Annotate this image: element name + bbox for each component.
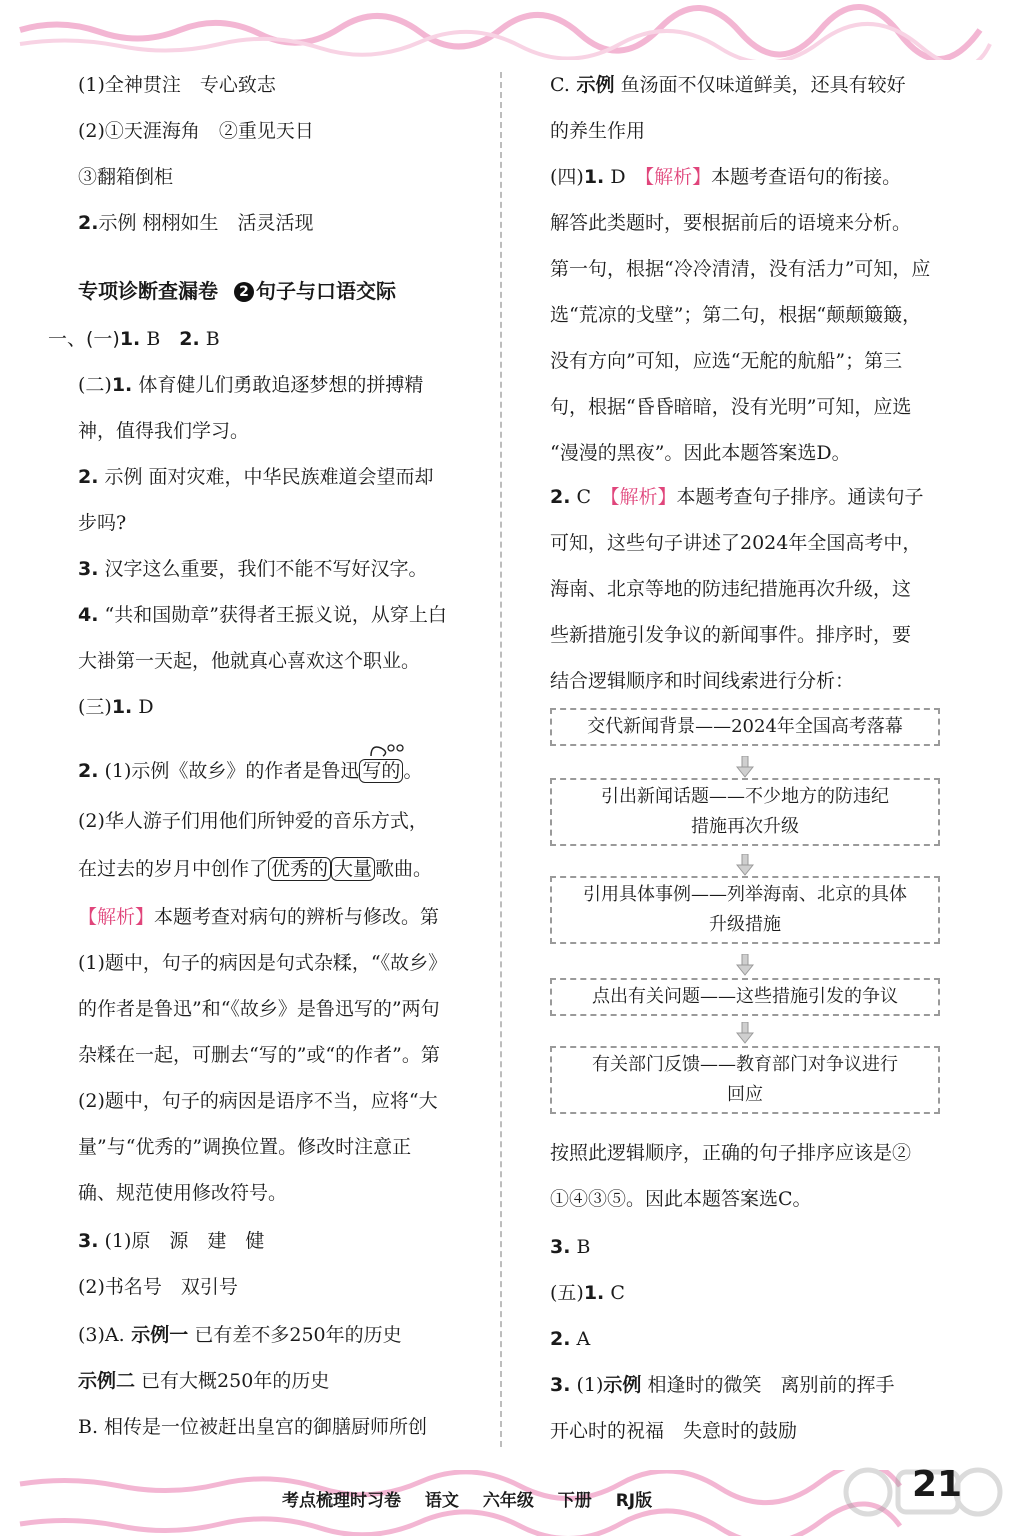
answer-text: 示例 面对灾难，中华民族难道会望而却 [98, 466, 434, 488]
part-prefix: 一、(一) [48, 328, 120, 350]
answer-text: 体育健儿们勇敢追逐梦想的拼搏精 [132, 374, 424, 396]
question-number: 2. [550, 1328, 571, 1350]
analysis-tag: 【解析】 [644, 166, 712, 188]
question-number: 3. [78, 1230, 99, 1252]
example-label: 示例 [603, 1374, 642, 1396]
answer-line: B. 相传是一位被赶出皇宫的御膳厨师所创 [78, 1416, 428, 1438]
answer-line [550, 1232, 590, 1262]
answer-text: 已有大概250年的历史 [135, 1370, 330, 1392]
answer-line [78, 756, 422, 786]
answer-text: 相逢时的微笑 离别前的挥手 [641, 1374, 895, 1396]
answer-line [78, 600, 447, 630]
answer-line: (2)华人游子们用他们所钟爱的音乐方式， [78, 810, 428, 832]
answer-line [78, 462, 434, 492]
answer-text: (1)示例《故乡》的作者是鲁迅 [98, 760, 360, 782]
answer-line: (1)全神贯注 专心致志 [78, 74, 276, 96]
answer-line: (2)①天涯海角 ②重见天日 [78, 120, 314, 142]
analysis-line: 海南、北京等地的防违纪措施再次升级，这 [550, 578, 912, 600]
analysis-line: 第一句，根据“冷冷清清，没有活力”可知，应 [550, 258, 931, 280]
marked-text: 大量 [331, 857, 375, 881]
top-decorative-band [0, 0, 1019, 60]
flow-step-text: 升级措施 [709, 914, 781, 935]
deletion-mark [359, 756, 403, 786]
question-number: 1. [583, 166, 605, 188]
answer-line [48, 324, 220, 354]
analysis-line: (1)题中，句子的病因是句式杂糅，“《故乡》 [78, 952, 448, 974]
column-divider [500, 72, 502, 1447]
question-number: 2. [78, 466, 99, 488]
analysis-line: 句，根据“昏昏暗暗，没有光明”可知，应选 [550, 396, 912, 418]
footer-book-title: 考点梳理时习卷 [282, 1491, 401, 1511]
question-number: 1. [583, 1282, 605, 1304]
part-prefix: (二) [78, 374, 112, 396]
flow-step-text: 措施再次升级 [691, 816, 799, 837]
answer-text: D [604, 166, 645, 188]
answer-text: B [570, 1236, 591, 1258]
answer-line: 开心时的祝福 失意时的鼓励 [550, 1420, 798, 1442]
analysis-tag: 【解析】 [610, 486, 677, 508]
analysis-line: ①④③⑤。因此本题答案选C。 [550, 1188, 812, 1210]
answer-line: 步吗? [78, 512, 127, 534]
footer-volume: 下册 [557, 1491, 592, 1511]
answer-line [78, 1226, 264, 1256]
question-number: 4. [78, 604, 99, 626]
marked-text: 写的 [359, 759, 403, 783]
answer-line [550, 162, 901, 192]
section-title-sub: 句子与口语交际 [256, 279, 396, 303]
part-prefix: (五) [550, 1282, 584, 1304]
analysis-line: 些新措施引发争议的新闻事件。排序时，要 [550, 624, 912, 646]
analysis-line: 可知，这些句子讲述了2024年全国高考中， [550, 532, 922, 554]
answer-line [550, 1278, 625, 1308]
answer-line: 大褂第一天起，他就真心喜欢这个职业。 [78, 650, 421, 672]
analysis-text: 本题考查对病句的辨析与修改。第 [154, 906, 440, 928]
answer-text: 。 [403, 760, 423, 782]
answer-line: 的养生作用 [550, 120, 646, 142]
page-footer [282, 1486, 670, 1511]
question-number: 1. [111, 696, 133, 718]
question-number: 1. [119, 328, 141, 350]
down-arrow-icon [736, 756, 754, 778]
analysis-line: 量”与“优秀的”调换位置。修改时注意正 [78, 1136, 412, 1158]
flow-step-text: 有关部门反馈——教育部门对争议进行 [592, 1054, 898, 1075]
section-title [78, 276, 396, 306]
answer-line [78, 208, 314, 238]
footer-subject: 语文 [424, 1491, 459, 1511]
answer-line [550, 482, 924, 512]
answer-text: 歌曲。 [375, 858, 433, 880]
down-arrow-icon [736, 1022, 754, 1044]
marked-text: 优秀的 [268, 857, 331, 881]
analysis-line: 的作者是鲁迅”和“《故乡》是鲁迅写的”两句 [78, 998, 440, 1020]
analysis-line [78, 902, 439, 932]
part-prefix: (四) [550, 166, 584, 188]
flow-step-text: 引出新闻话题——不少地方的防违纪 [601, 786, 889, 807]
answer-line [78, 1320, 402, 1350]
question-number: 3. [550, 1236, 571, 1258]
part-prefix: (三) [78, 696, 112, 718]
analysis-text: 本题考查语句的衔接。 [711, 166, 902, 188]
answer-text: 在过去的岁月中创作了 [78, 858, 269, 880]
analysis-line: (2)题中，句子的病因是语序不当，应将“大 [78, 1090, 438, 1112]
analysis-line: 确、规范使用修改符号。 [78, 1182, 288, 1204]
analysis-line: 解答此类题时，要根据前后的语境来分析。 [550, 212, 912, 234]
section-number-badge: 2 [234, 282, 254, 302]
analysis-line: “漫漫的黑夜”。因此本题答案选D。 [550, 442, 851, 464]
answer-text: (1) [570, 1374, 604, 1396]
flow-step [550, 876, 940, 944]
answer-text: B [199, 328, 220, 350]
footer-grade: 六年级 [482, 1491, 534, 1511]
flow-step-text: 回应 [727, 1084, 763, 1105]
question-number: 3. [550, 1374, 571, 1396]
footer-edition: RJ版 [615, 1491, 653, 1511]
answer-line [78, 854, 432, 884]
analysis-tag: 【解析】 [78, 906, 155, 928]
answer-line: ③翻箱倒柜 [78, 166, 174, 188]
answer-line [550, 70, 906, 100]
answer-line [78, 692, 154, 722]
flow-step-text: 交代新闻背景——2024年全国高考落幕 [587, 716, 903, 737]
answer-text: 示例 栩栩如生 活灵活现 [98, 212, 314, 234]
example-label: 示例一 [124, 1324, 189, 1346]
analysis-line: 选“荒凉的戈壁”；第二句，根据“颠颠簸簸， [550, 304, 922, 326]
analysis-line: 结合逻辑顺序和时间线索进行分析： [550, 670, 855, 692]
question-number: 2. [550, 486, 571, 508]
answer-text: C [604, 1282, 625, 1304]
answer-text: D [132, 696, 154, 718]
down-arrow-icon [736, 854, 754, 876]
question-number: 2. [78, 212, 99, 234]
example-label: 示例 [569, 74, 615, 96]
answer-text: “共和国勋章”获得者王振义说，从穿上白 [98, 604, 447, 626]
answer-line [78, 370, 423, 400]
answer-line [550, 1324, 590, 1354]
answer-text: 已有差不多250年的历史 [188, 1324, 402, 1346]
example-label: 示例二 [78, 1370, 136, 1392]
analysis-text: 本题考查句子排序。通读句子 [676, 486, 924, 508]
analysis-line: 按照此逻辑顺序，正确的句子排序应该是② [550, 1142, 912, 1164]
analysis-line: 杂糅在一起，可删去“写的”或“的作者”。第 [78, 1044, 440, 1066]
flow-step [550, 1046, 940, 1114]
page-number: 21 [912, 1464, 963, 1505]
flow-step [550, 978, 940, 1016]
deletion-symbol-icon [369, 742, 409, 758]
flow-step-text: 引用具体事例——列举海南、北京的具体 [583, 884, 907, 905]
answer-line [78, 1366, 329, 1396]
answer-text: C [570, 486, 611, 508]
answer-text: C. [550, 74, 570, 96]
answer-text: (3)A. [78, 1324, 125, 1346]
answer-line: 神，值得我们学习。 [78, 420, 250, 442]
answer-text: (1)原 源 建 健 [98, 1230, 265, 1252]
answer-line: (2)书名号 双引号 [78, 1276, 238, 1298]
answer-text: A [570, 1328, 591, 1350]
question-number: 2. [78, 760, 99, 782]
question-number: 3. [78, 558, 99, 580]
question-number: 2. [179, 328, 200, 350]
section-title-main: 专项诊断查漏卷 [78, 279, 218, 303]
flow-step [550, 778, 940, 846]
answer-text: 鱼汤面不仅味道鲜美，还具有较好 [614, 74, 906, 96]
down-arrow-icon [736, 954, 754, 976]
question-number: 1. [111, 374, 133, 396]
flow-step [550, 708, 940, 746]
answer-text: B [140, 328, 180, 350]
flow-step-text: 点出有关问题——这些措施引发的争议 [592, 986, 898, 1007]
answer-line [550, 1370, 894, 1400]
answer-text: 汉字这么重要，我们不能不写好汉字。 [98, 558, 428, 580]
analysis-line: 没有方向”可知，应选“无舵的航船”；第三 [550, 350, 903, 372]
answer-line [78, 554, 428, 584]
